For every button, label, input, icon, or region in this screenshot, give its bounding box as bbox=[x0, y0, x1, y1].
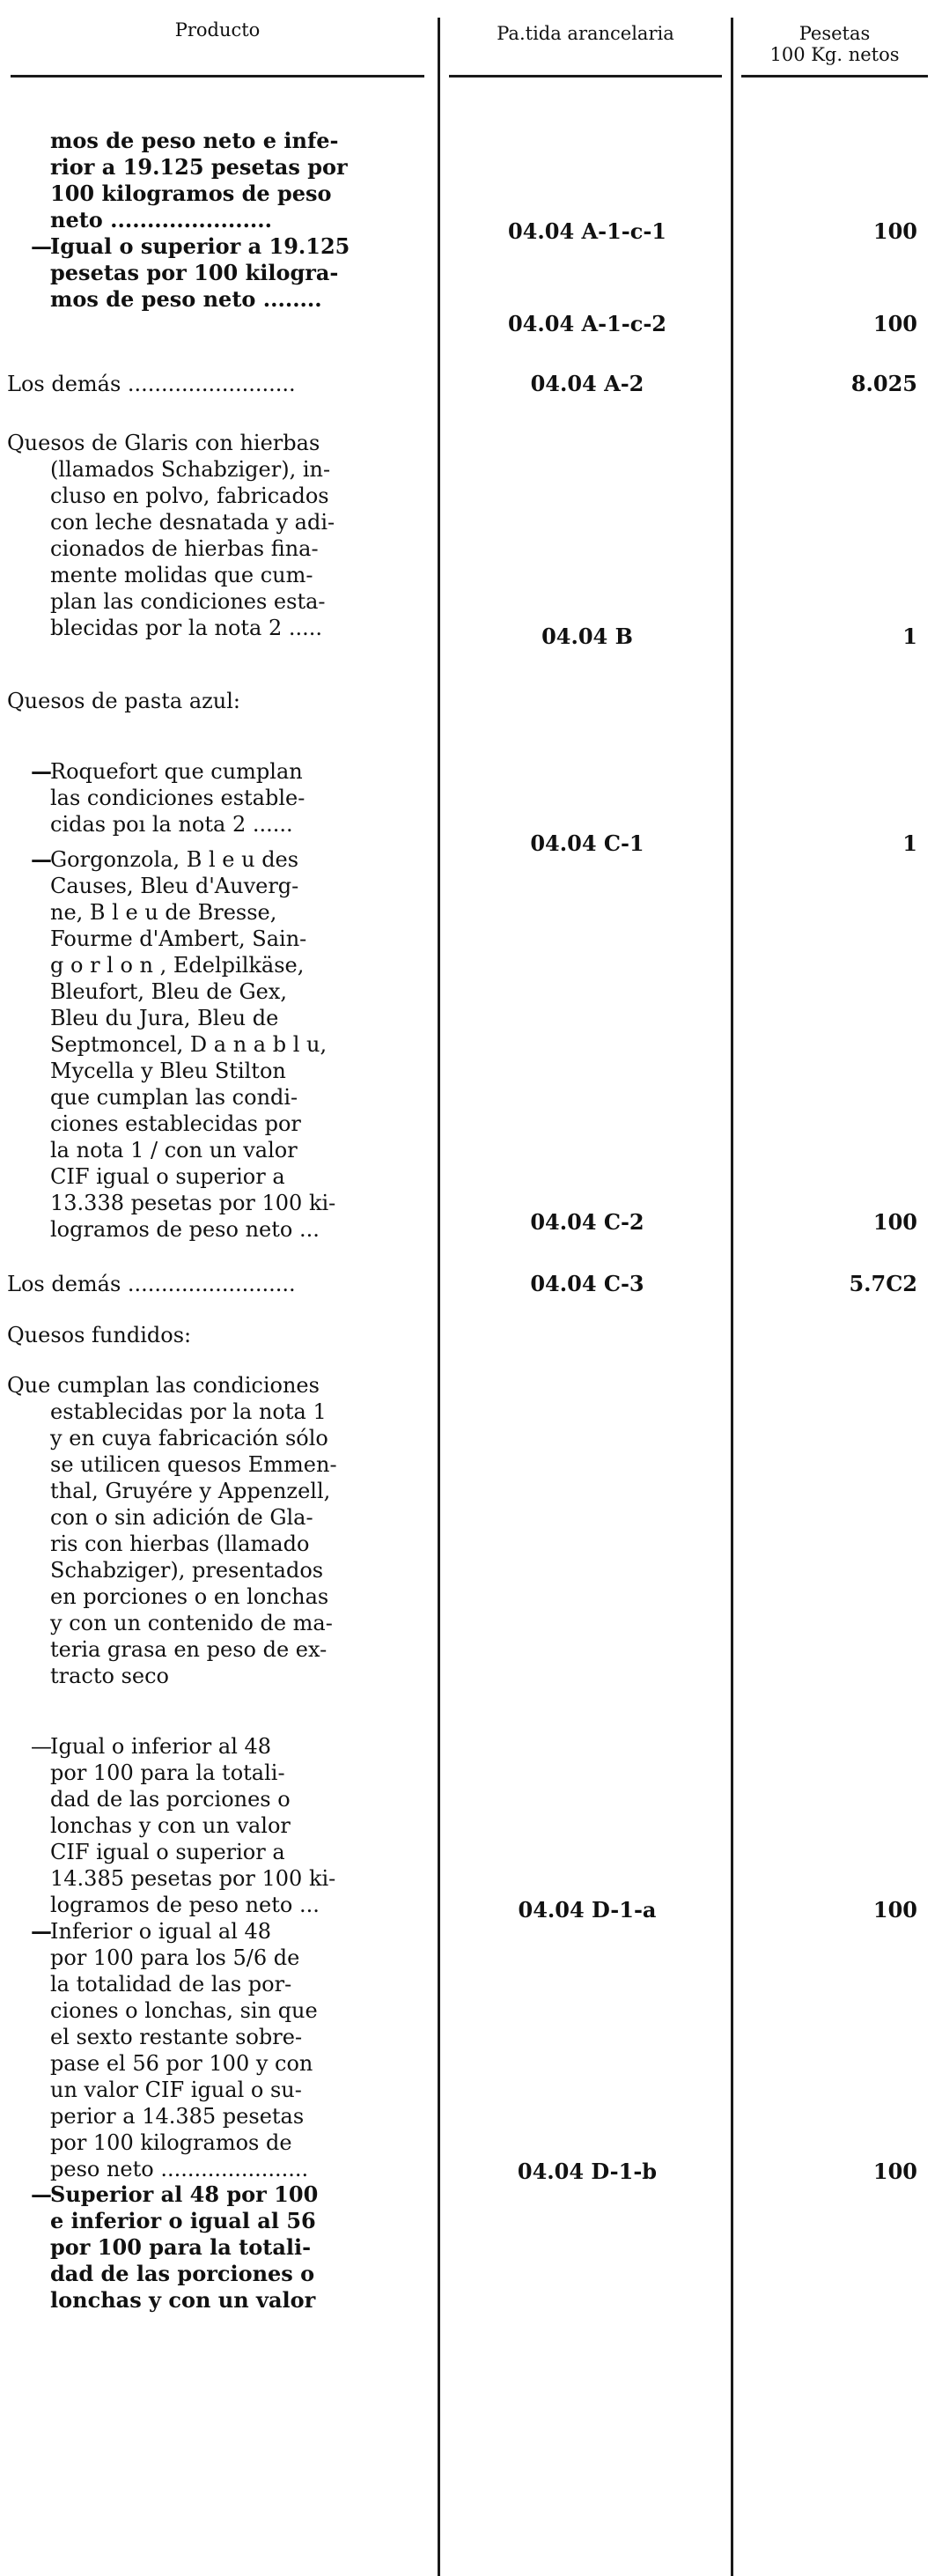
entry-2-value: 8.025 bbox=[850, 371, 917, 396]
entry-12-dash: — bbox=[31, 2181, 52, 2207]
entry-9-line-7: Schabziger), presentados bbox=[50, 1558, 324, 1583]
entry-6-line-9: que cumplan las condi- bbox=[50, 1085, 298, 1110]
entry-9-line-3: se utilicen quesos Emmen- bbox=[50, 1452, 337, 1477]
entry-6-line-2: ne, B l e u de Bresse, bbox=[50, 900, 277, 925]
entry-6-value: 100 bbox=[872, 1209, 917, 1235]
header-producto: Producto bbox=[174, 19, 261, 41]
entry-6-line-1: Causes, Bleu d'Auverg- bbox=[50, 874, 299, 898]
entry-12-line-2: por 100 para la totali- bbox=[50, 2234, 312, 2260]
header-pesetas bbox=[741, 23, 928, 65]
entry-10-line-1: por 100 para la totali- bbox=[50, 1760, 285, 1785]
entry-2-code: 04.04 A-2 bbox=[530, 371, 644, 396]
entry-10-line-3: lonchas y con un valor bbox=[50, 1813, 291, 1838]
entry-11-line-1: por 100 para los 5/6 de bbox=[50, 1945, 300, 1970]
entry-5-line-1: las condiciones estable- bbox=[50, 786, 305, 810]
entry-8-line-0: Quesos fundidos: bbox=[7, 1323, 192, 1347]
entry-6-line-7: Septmoncel, D a n a b l u, bbox=[50, 1032, 327, 1057]
entry-3-line-5: mente molidas que cum- bbox=[50, 563, 313, 587]
header-rule-pesetas bbox=[741, 75, 928, 78]
header-rule-producto bbox=[11, 75, 424, 78]
entry-9-line-6: ris con hierbas (llamado bbox=[50, 1532, 310, 1556]
entry-9-line-10: teria grasa en peso de ex- bbox=[50, 1637, 327, 1662]
header-partida: Pa.tida arancelaria bbox=[497, 23, 674, 44]
entry-10-line-2: dad de las porciones o bbox=[50, 1787, 291, 1812]
entry-1-code: 04.04 A-1-c-2 bbox=[507, 311, 667, 336]
entry-7-line-0: Los demás ......................... bbox=[7, 1272, 296, 1296]
entry-9-line-2: y en cuya fabricación sólo bbox=[50, 1426, 328, 1450]
entry-5-line-0: Roquefort que cumplan bbox=[50, 759, 303, 784]
entry-12-line-1: e inferior o igual al 56 bbox=[50, 2208, 316, 2233]
entry-6-line-11: la nota 1 / con un valor bbox=[50, 1138, 298, 1163]
entry-3-line-1: (llamados Schabziger), in- bbox=[50, 457, 331, 482]
entry-5-dash: — bbox=[31, 758, 52, 784]
entry-6-line-0: Gorgonzola, B l e u des bbox=[50, 847, 299, 872]
entry-0-line-3: neto ...................... bbox=[50, 207, 272, 233]
header-rule-partida bbox=[449, 75, 722, 78]
entry-3-line-2: cluso en polvo, fabricados bbox=[50, 483, 329, 508]
entry-3-line-3: con leche desnatada y adi- bbox=[50, 510, 335, 535]
entry-11-line-3: ciones o lonchas, sin que bbox=[50, 1998, 318, 2023]
entry-12-line-3: dad de las porciones o bbox=[50, 2261, 315, 2286]
entry-9-line-4: thal, Gruyére y Appenzell, bbox=[50, 1479, 331, 1503]
entry-11-line-9: peso neto ...................... bbox=[50, 2157, 309, 2181]
entry-0-line-1: rior a 19.125 pesetas por bbox=[50, 154, 348, 180]
entry-11-line-0: Inferior o igual al 48 bbox=[50, 1919, 272, 1944]
entry-1-line-2: mos de peso neto ........ bbox=[50, 286, 322, 312]
entry-11-line-8: por 100 kilogramos de bbox=[50, 2130, 292, 2155]
entry-10-dash: — bbox=[31, 1734, 52, 1759]
entry-6-line-12: CIF igual o superior a bbox=[50, 1164, 285, 1189]
entry-6-line-6: Bleu du Jura, Bleu de bbox=[50, 1006, 279, 1030]
entry-3-value: 1 bbox=[902, 624, 917, 649]
entry-5-value: 1 bbox=[902, 830, 917, 856]
entry-6-line-14: logramos de peso neto ... bbox=[50, 1217, 320, 1242]
column-divider-2 bbox=[731, 18, 733, 2576]
entry-11-line-4: el sexto restante sobre- bbox=[50, 2025, 303, 2049]
entry-10-line-6: logramos de peso neto ... bbox=[50, 1893, 320, 1917]
entry-6-line-3: Fourme d'Ambert, Sain- bbox=[50, 926, 307, 951]
entry-10-line-4: CIF igual o superior a bbox=[50, 1840, 285, 1864]
entry-3-line-7: blecidas por la nota 2 ..... bbox=[50, 616, 323, 640]
entry-9-line-1: establecidas por la nota 1 bbox=[50, 1399, 327, 1424]
entry-9-line-0: Que cumplan las condiciones bbox=[7, 1373, 320, 1398]
header-pesetas-line2: 100 Kg. netos bbox=[769, 44, 900, 65]
entry-7-code: 04.04 C-3 bbox=[530, 1271, 644, 1296]
entry-6-line-5: Bleufort, Bleu de Gex, bbox=[50, 979, 288, 1004]
entry-10-code: 04.04 D-1-a bbox=[518, 1897, 657, 1923]
entry-0-value: 100 bbox=[872, 218, 917, 244]
entry-5-code: 04.04 C-1 bbox=[530, 830, 644, 856]
entry-11-dash: — bbox=[31, 1918, 52, 1944]
entry-6-code: 04.04 C-2 bbox=[530, 1209, 644, 1235]
entry-1-line-1: pesetas por 100 kilogra- bbox=[50, 260, 339, 285]
entry-1-dash: — bbox=[31, 233, 52, 259]
entry-7-value: 5.7C2 bbox=[849, 1271, 917, 1296]
entry-0-line-2: 100 kilogramos de peso bbox=[50, 181, 332, 206]
entry-9-line-8: en porciones o en lonchas bbox=[50, 1584, 329, 1609]
entry-1-value: 100 bbox=[872, 311, 917, 336]
entry-10-line-5: 14.385 pesetas por 100 ki- bbox=[50, 1866, 336, 1891]
entry-11-line-2: la totalidad de las por- bbox=[50, 1972, 292, 1997]
entry-6-line-13: 13.338 pesetas por 100 ki- bbox=[50, 1191, 336, 1215]
column-divider-1 bbox=[438, 18, 440, 2576]
entry-12-line-0: Superior al 48 por 100 bbox=[50, 2181, 319, 2207]
entry-11-line-5: pase el 56 por 100 y con bbox=[50, 2051, 313, 2076]
entry-10-value: 100 bbox=[872, 1897, 917, 1923]
entry-2-line-0: Los demás ......................... bbox=[7, 372, 296, 396]
entry-6-line-8: Mycella y Bleu Stilton bbox=[50, 1059, 286, 1083]
entry-6-line-10: ciones establecidas por bbox=[50, 1111, 301, 1136]
entry-6-dash: — bbox=[31, 846, 52, 872]
entry-0-code: 04.04 A-1-c-1 bbox=[507, 218, 667, 244]
entry-11-line-7: perior a 14.385 pesetas bbox=[50, 2104, 305, 2129]
entry-9-line-9: y con un contenido de ma- bbox=[50, 1611, 333, 1635]
entry-5-line-2: cidas poı la nota 2 ...... bbox=[50, 812, 293, 837]
entry-3-line-6: plan las condiciones esta- bbox=[50, 589, 326, 614]
entry-3-line-4: cionados de hierbas fina- bbox=[50, 536, 319, 561]
entry-10-line-0: Igual o inferior al 48 bbox=[50, 1734, 272, 1759]
entry-11-value: 100 bbox=[872, 2159, 917, 2184]
entry-0-line-0: mos de peso neto e infe- bbox=[50, 128, 339, 153]
entry-6-line-4: g o r l o n , Edelpilkäse, bbox=[50, 953, 305, 978]
entry-11-code: 04.04 D-1-b bbox=[517, 2159, 658, 2184]
entry-4-line-0: Quesos de pasta azul: bbox=[7, 689, 240, 713]
header-pesetas-line1: Pesetas bbox=[798, 23, 871, 44]
entry-9-line-5: con o sin adición de Gla- bbox=[50, 1505, 313, 1530]
entry-12-line-4: lonchas y con un valor bbox=[50, 2287, 316, 2313]
entry-9-line-11: tracto seco bbox=[50, 1664, 169, 1688]
entry-11-line-6: un valor CIF igual o su- bbox=[50, 2078, 302, 2102]
entry-3-code: 04.04 B bbox=[541, 624, 633, 649]
entry-3-line-0: Quesos de Glaris con hierbas bbox=[7, 431, 320, 455]
entry-1-line-0: Igual o superior a 19.125 bbox=[50, 233, 350, 259]
